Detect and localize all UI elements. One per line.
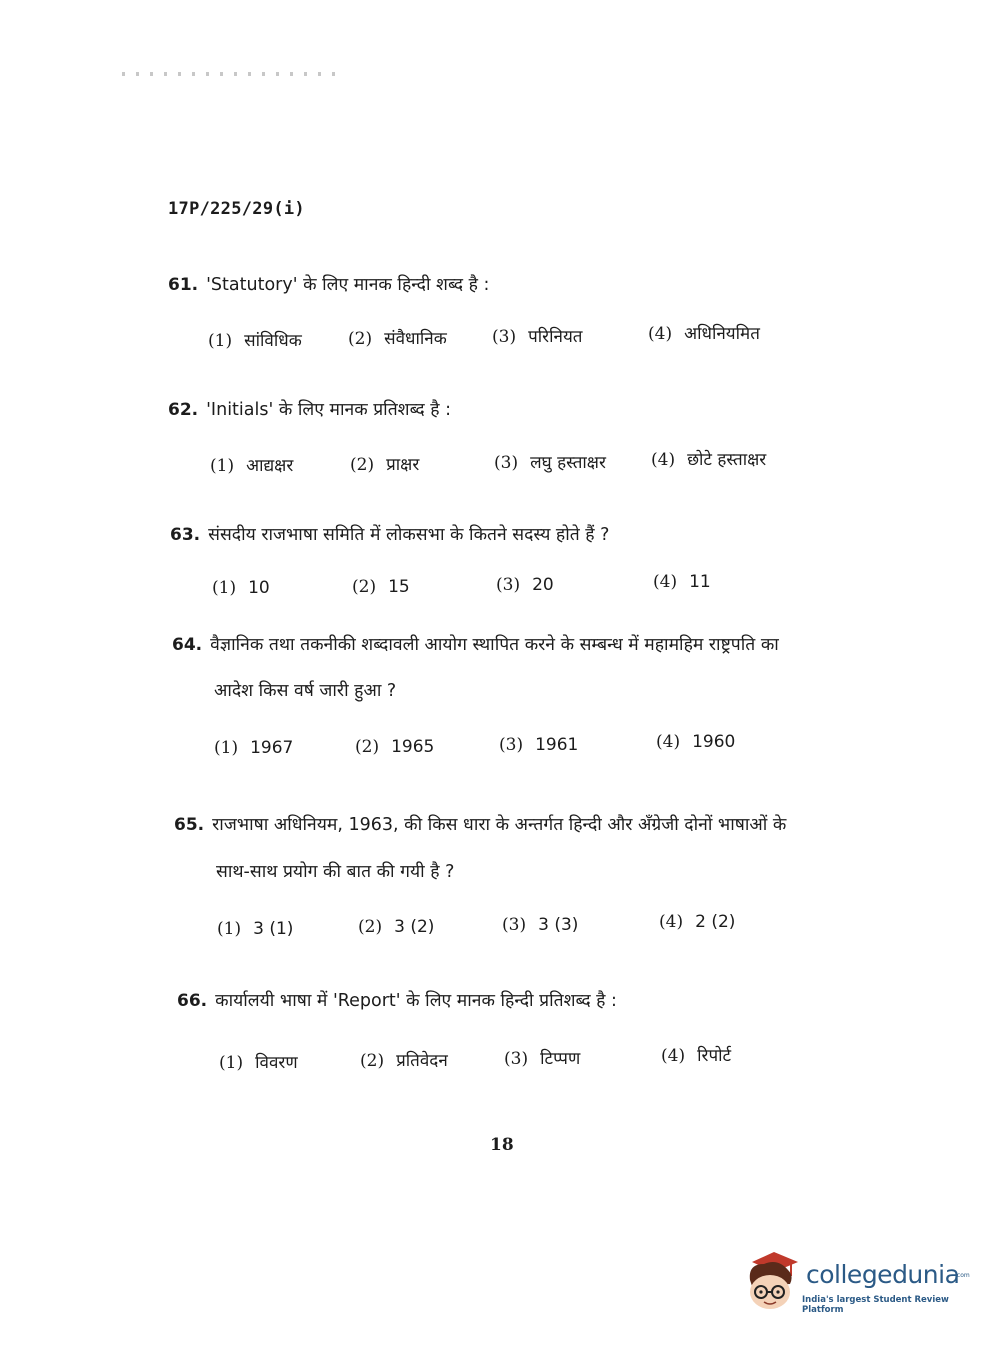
question-text: कार्यालयी भाषा में 'Report' के लिए मानक हिन्दी प्रतिशब्द है : [215, 991, 617, 1011]
option-2: (2) प्राक्षर [350, 455, 420, 475]
paper-code: 17P/225/29(i) [168, 199, 305, 219]
option-4: (4) छोटे हस्ताक्षर [651, 450, 767, 470]
option-1: (1) सांविधिक [208, 331, 302, 351]
option-3: (3) टिप्पण [504, 1049, 581, 1069]
mascot-icon [742, 1250, 804, 1314]
question-number: 63. [170, 525, 201, 545]
page-number: 18 [490, 1135, 514, 1155]
collegedunia-watermark [742, 1250, 972, 1320]
option-2: (2) 1965 [355, 737, 435, 757]
option-2: (2) 15 [352, 577, 410, 597]
option-1: (1) आद्यक्षर [210, 456, 294, 476]
brand-name: collegedunia [806, 1260, 960, 1289]
question-line-2 [216, 859, 454, 883]
option-3: (3) लघु हस्ताक्षर [494, 453, 606, 473]
option-3: (3) 1961 [499, 735, 579, 755]
question-text: वैज्ञानिक तथा तकनीकी शब्दावली आयोग स्थापित करने के सम्बन्ध में महामहिम राष्ट्रपति का [210, 635, 779, 655]
question-text: साथ-साथ प्रयोग की बात की गयी है ? [216, 862, 455, 882]
question-text: संसदीय राजभाषा समिति में लोकसभा के कितने सदस्य होते हैं ? [208, 525, 610, 545]
option-4: (4) अधिनियमित [648, 324, 760, 344]
option-1: (1) 1967 [214, 738, 294, 758]
option-2: (2) संवैधानिक [348, 329, 447, 349]
option-1: (1) विवरण [219, 1053, 298, 1073]
question-line [172, 632, 779, 656]
question-number: 61. [168, 275, 199, 295]
option-2: (2) प्रतिवेदन [360, 1051, 448, 1071]
option-1: (1) 10 [212, 578, 270, 598]
question-line [177, 988, 617, 1012]
option-3: (3) 3 (3) [502, 915, 579, 935]
question-line [174, 812, 786, 836]
option-3: (3) 20 [496, 575, 554, 595]
question-number: 64. [172, 635, 203, 655]
option-2: (2) 3 (2) [358, 917, 435, 937]
question-number: 66. [177, 991, 208, 1011]
option-4: (4) 11 [653, 572, 711, 592]
option-4: (4) रिपोर्ट [661, 1046, 732, 1066]
brand-tagline: India's largest Student Review Platform [802, 1295, 949, 1315]
option-1: (1) 3 (1) [217, 919, 294, 939]
question-text: 'Statutory' के लिए मानक हिन्दी शब्द है : [206, 275, 490, 295]
question-number: 65. [174, 815, 205, 835]
option-3: (3) परिनियत [492, 327, 583, 347]
question-text: राजभाषा अधिनियम, 1963, की किस धारा के अन्तर्गत हिन्दी और अँग्रेजी दोनों भाषाओं के [212, 815, 787, 835]
question-line [168, 272, 489, 296]
option-4: (4) 2 (2) [659, 912, 736, 932]
question-text: 'Initials' के लिए मानक प्रतिशब्द है : [206, 400, 452, 420]
scan-specks [122, 72, 337, 76]
brand-dotcom: .com [955, 1272, 970, 1279]
question-text: आदेश किस वर्ष जारी हुआ ? [214, 681, 397, 701]
option-4: (4) 1960 [656, 732, 736, 752]
question-line [168, 397, 451, 421]
question-line-2 [214, 678, 396, 702]
question-number: 62. [168, 400, 199, 420]
question-line [170, 522, 609, 546]
